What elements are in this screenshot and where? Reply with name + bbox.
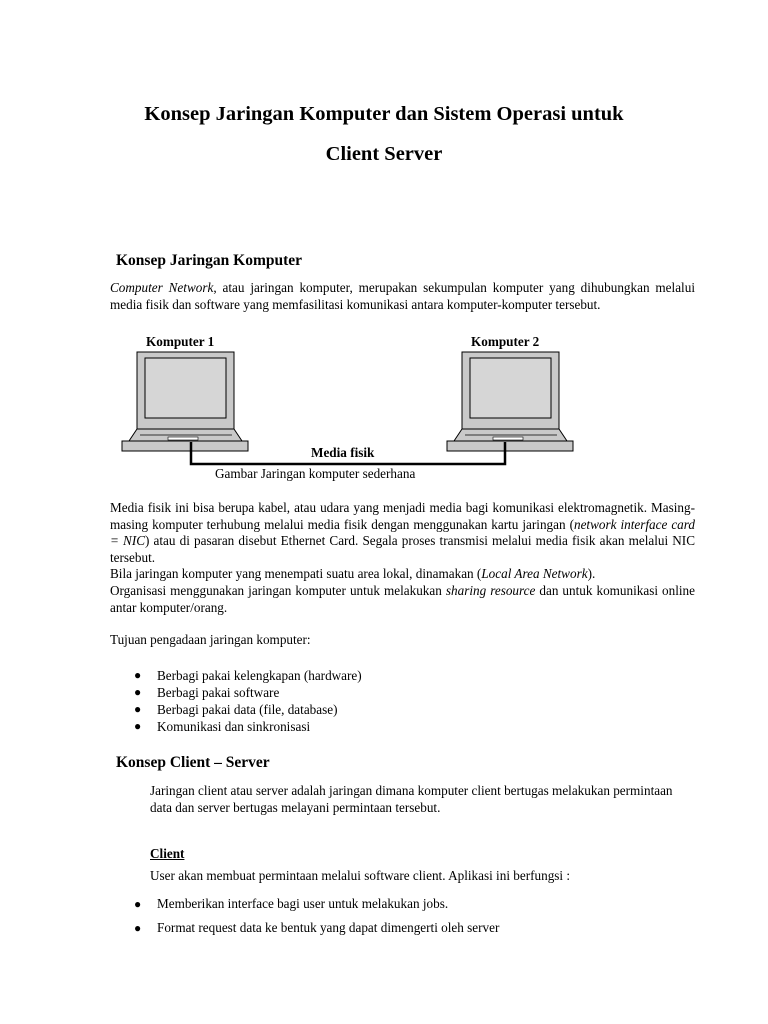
nic-term: network interface card = NIC (110, 516, 696, 548)
client-server-intro: Jaringan client atau server adalah jaringan dimana komputer client bertugas melakukan permintaan data dan server bertugas melayani permintaan tersebut. (150, 783, 673, 815)
bullet-icon: ● (134, 685, 142, 699)
computer-network-term: Computer Network (110, 280, 214, 295)
client-subheading: Client (150, 846, 185, 861)
tujuan-label: Tujuan pengadaan jaringan komputer: (110, 632, 311, 647)
media-fisik-label: Media fisik (311, 445, 375, 460)
sharing-resource-term: sharing resource (445, 583, 536, 598)
laptop-1-icon (122, 352, 248, 451)
diagram-caption: Gambar Jaringan komputer sederhana (215, 466, 416, 481)
client-text: User akan membuat permintaan melalui software client. Aplikasi ini berfungsi : (150, 868, 571, 883)
list-item (112, 916, 692, 940)
client-function-list (112, 892, 692, 940)
sharing-paragraph (110, 583, 695, 616)
p1-text-a: Media fisik ini bisa berupa kabel, atau udara yang menjadi media bagi komunikasi elektromagnetik. Masing-masing komputer terhubung melalui media fisik dengan menggunakan kartu jaringan ( (110, 500, 695, 532)
list-item-text: Berbagi pakai software (157, 685, 280, 700)
computer-1-label: Komputer 1 (146, 334, 215, 349)
intro-paragraph (110, 280, 695, 313)
p3-text-b: dan untuk komunikasi online antar komputer/orang. (110, 583, 695, 615)
p1-text-b: ) atau di pasaran disebut Ethernet Card. Segala proses transmisi melalui media fisik akan melalui NIC tersebut. (110, 533, 695, 565)
tujuan-list (112, 667, 692, 735)
lan-term: Local Area Network (481, 566, 588, 581)
bullet-icon: ● (134, 921, 142, 935)
section-heading-client-server: Konsep Client – Server (116, 754, 270, 771)
intro-text: , atau jaringan komputer, merupakan sekumpulan komputer yang dihubungkan melalui media fisik dan software yang memfasilitasi komunikasi antara komputer-komputer tersebut. (110, 280, 695, 312)
list-item-text: Format request data ke bentuk yang dapat dimengerti oleh server (157, 920, 500, 935)
list-item-text: Berbagi pakai data (file, database) (157, 702, 338, 717)
list-item (112, 684, 692, 701)
bullet-icon: ● (134, 897, 142, 911)
document-title-line2: Client Server (325, 143, 443, 165)
list-item-text: Berbagi pakai kelengkapan (hardware) (157, 668, 362, 683)
lan-paragraph (110, 566, 695, 583)
laptop-2-icon (447, 352, 573, 451)
list-item (112, 718, 692, 735)
list-item-text: Komunikasi dan sinkronisasi (157, 719, 311, 734)
bullet-icon: ● (134, 668, 142, 682)
list-item (112, 892, 692, 916)
document-title-line1: Konsep Jaringan Komputer dan Sistem Operasi untuk (144, 103, 624, 125)
p2-text-b: ). (587, 566, 596, 581)
list-item-text: Memberikan interface bagi user untuk melakukan jobs. (157, 896, 449, 911)
list-item (112, 667, 692, 684)
bullet-icon: ● (134, 702, 142, 716)
network-diagram (0, 330, 768, 490)
bullet-icon: ● (134, 719, 142, 733)
computer-2-label: Komputer 2 (471, 334, 540, 349)
p2-text-a: Bila jaringan komputer yang menempati suatu area lokal, dinamakan ( (110, 566, 482, 581)
section-heading-jaringan: Konsep Jaringan Komputer (116, 252, 303, 269)
p3-text-a: Organisasi menggunakan jaringan komputer untuk melakukan (110, 583, 446, 598)
media-fisik-paragraph (110, 500, 695, 566)
list-item (112, 701, 692, 718)
